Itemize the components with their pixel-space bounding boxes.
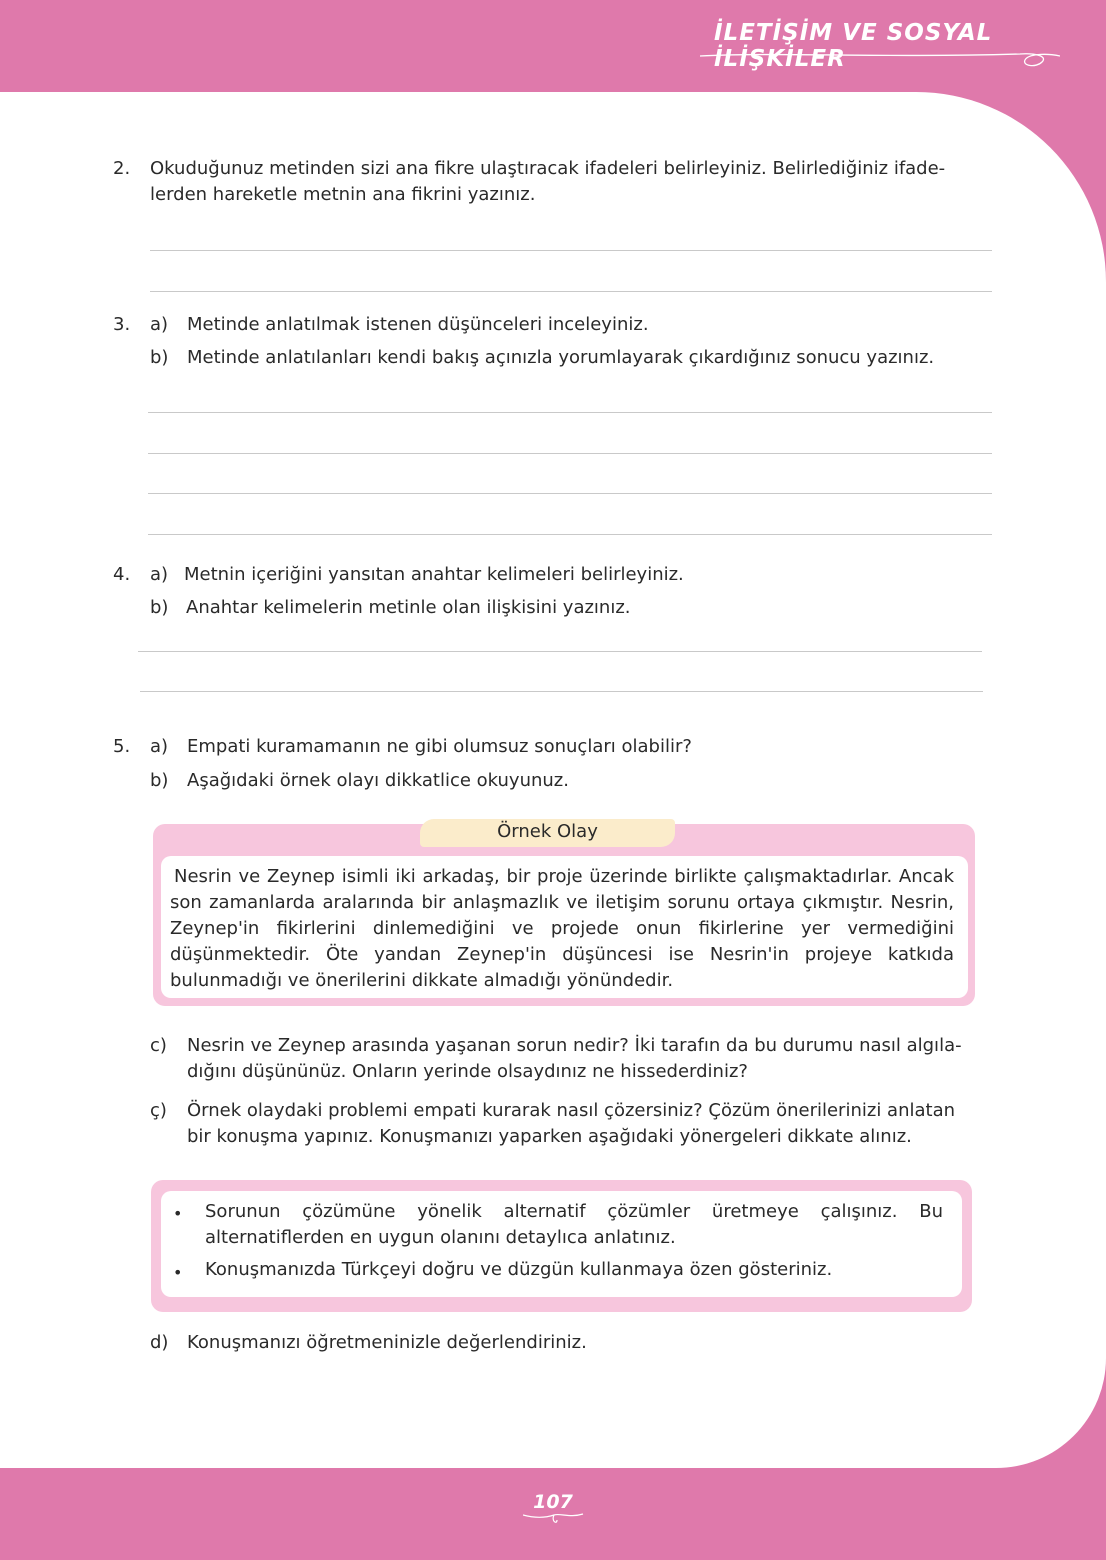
question-number: 5.	[113, 736, 131, 757]
answer-line[interactable]	[148, 412, 992, 413]
question-text-line: Okuduğunuz metinden sizi ana fikre ulaştıracak ifadeleri belirleyiniz. Belirlediğiniz ifade-	[150, 158, 946, 179]
header-swirl-decoration	[700, 48, 1060, 78]
header-title: İLETİŞİM VE SOSYAL İLİŞKİLER	[714, 20, 993, 72]
page-number: 107	[533, 1491, 573, 1513]
question-number: 4.	[113, 564, 131, 585]
example-text: Nesrin ve Zeynep isimli iki arkadaş, bir proje üzerinde birlikte çalışmaktadırlar. Ancak son zamanlarda aralarında bir anlaşmazlık ve iletişim sorunu ortaya çıkmıştır. Nesrin, Zeynep'in fikirlerini dinlemediğini ve projede onun fikirlerine yer vermediğini düşünmektedir. Öte yandan Zeynep'in düşüncesi ise Nesrin'in projeye katkıda bulunmadığı ve önerilerini dikkate almadığı yönündedir.	[170, 866, 954, 991]
sub-text: Aşağıdaki örnek olayı dikkatlice okuyunuz.	[187, 770, 569, 791]
bullet-icon: •	[173, 1263, 183, 1282]
example-title: Örnek Olay	[497, 821, 598, 842]
sub-letter: b)	[150, 770, 169, 791]
sub-text: Empati kuramamanın ne gibi olumsuz sonuçları olabilir?	[187, 736, 692, 757]
sub-letter: ç)	[150, 1100, 167, 1121]
sub-text-line: Nesrin ve Zeynep arasında yaşanan sorun nedir? İki tarafın da bu durumu nasıl algıla-	[187, 1035, 962, 1056]
page-number-swirl	[523, 1509, 585, 1531]
answer-line[interactable]	[148, 453, 992, 454]
sub-letter: c)	[150, 1035, 167, 1056]
bullet-icon: •	[173, 1204, 183, 1223]
sub-letter: b)	[150, 597, 169, 618]
guideline-text: Konuşmanızda Türkçeyi doğru ve düzgün kullanmaya özen gösteriniz.	[205, 1259, 833, 1280]
sub-letter: a)	[150, 564, 169, 585]
sub-letter: d)	[150, 1332, 169, 1353]
sub-letter: a)	[150, 314, 169, 335]
sub-text: Metnin içeriğini yansıtan anahtar kelimeleri belirleyiniz.	[184, 564, 684, 585]
sub-text: Konuşmanızı öğretmeninizle değerlendiriniz.	[187, 1332, 587, 1353]
sub-letter: b)	[150, 347, 169, 368]
guideline-text: Sorunun çözümüne yönelik alternatif çözümler üretmeye çalışınız. Bu alternatiflerden en uygun olanını detaylıca anlatınız.	[205, 1201, 943, 1248]
sub-text-line: dığını düşününüz. Onların yerinde olsaydınız ne hissederdiniz?	[187, 1061, 748, 1082]
answer-line[interactable]	[140, 691, 983, 692]
question-number: 2.	[113, 158, 131, 179]
answer-line[interactable]	[138, 651, 982, 652]
sub-letter: a)	[150, 736, 169, 757]
answer-line[interactable]	[150, 291, 992, 292]
sub-text-line: bir konuşma yapınız. Konuşmanızı yaparken aşağıdaki yönergeleri dikkate alınız.	[187, 1126, 912, 1147]
sub-text-line: Örnek olaydaki problemi empati kurarak nasıl çözersiniz? Çözüm önerilerinizi anlatan	[187, 1100, 956, 1121]
question-text-line: lerden hareketle metnin ana fikrini yazınız.	[150, 184, 536, 205]
sub-text: Metinde anlatılmak istenen düşünceleri inceleyiniz.	[187, 314, 649, 335]
example-box-inner	[161, 856, 968, 998]
sub-text: Metinde anlatılanları kendi bakış açınızla yorumlayarak çıkardığınız sonucu yazınız.	[187, 347, 935, 368]
answer-line[interactable]	[148, 493, 992, 494]
answer-line[interactable]	[150, 250, 992, 251]
sub-text: Anahtar kelimelerin metinle olan ilişkisini yazınız.	[186, 597, 631, 618]
question-number: 3.	[113, 314, 131, 335]
answer-line[interactable]	[148, 534, 992, 535]
